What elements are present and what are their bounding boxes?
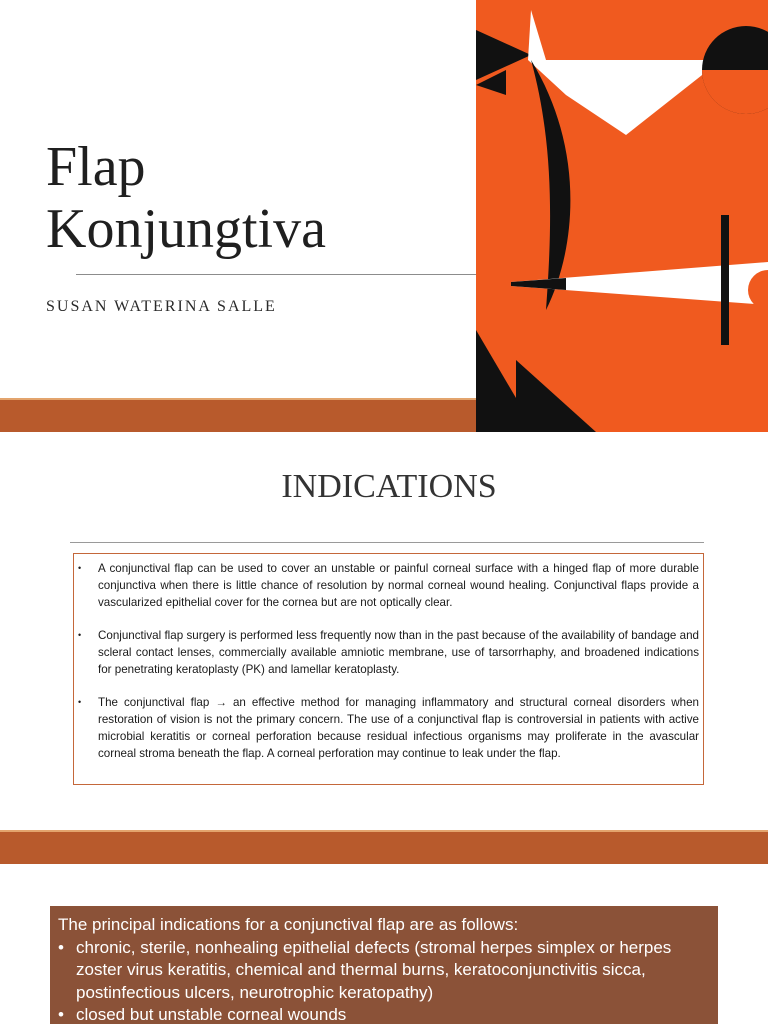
abstract-art-image [476, 0, 768, 432]
indications-panel [50, 906, 718, 1024]
title-slide [0, 0, 768, 432]
panel-bullet-item [58, 937, 708, 1005]
bullet-text: A conjunctival flap can be used to cover an unstable or painful corneal surface with a hinged flap of more durable conjunctiva when there is little chance of resolution by normal corneal wound healing. Conjunctival flaps provide a vascularized epithelial cover for the cornea but are not optically clear. [98, 562, 699, 609]
bullet-glyph: • [58, 1005, 64, 1024]
bullet-glyph: • [78, 697, 82, 707]
bullet-text: The conjunctival flap → an effective method for managing inflammatory and structural corneal disorders when restoration of vision is not the primary concern. The use of a conjunctival flap is controversial in patients with active microbial keratitis or corneal perforation because residual infectious organisms may proliferate in the avascular corneal stroma beneath the flap. A corneal perforation may continue to leak under the flap. [98, 696, 699, 760]
accent-band [0, 400, 476, 432]
panel-intro: The principal indications for a conjunctival flap are as follows: [58, 915, 519, 934]
slide-title [46, 136, 326, 260]
title-line-2: Konjungtiva [46, 198, 326, 260]
bullet-glyph: • [78, 563, 82, 573]
accent-band [0, 832, 768, 864]
bullet-glyph: • [78, 630, 82, 640]
bullet-glyph: • [58, 937, 64, 957]
bullet-item [78, 627, 699, 678]
heading-divider [70, 542, 704, 543]
bullet-text: Conjunctival flap surgery is performed less frequently now than in the past because of the availability of bandage and scleral contact lenses, commercially available amniotic membrane, use of tarsorrhaphy, and broadened indications for penetrating keratoplasty (PK) and lamellar keratoplasty. [98, 629, 699, 676]
panel-bullet-text: closed but unstable corneal wounds [76, 1005, 347, 1024]
indications-text-box [73, 553, 704, 785]
principal-indications-slide [0, 864, 768, 1024]
author-subtitle: SUSAN WATERINA SALLE [46, 298, 277, 315]
bullet-item [78, 694, 699, 762]
panel-bullet-text: chronic, sterile, nonhealing epithelial defects (stromal herpes simplex or herpes zoster virus keratitis, chemical and thermal burns, keratoconjunctivitis sicca, postinfectious ulcers, neurotrophic keratopathy) [76, 937, 672, 1002]
bullet-item [78, 560, 699, 611]
title-divider [76, 274, 476, 275]
indications-slide [0, 432, 768, 864]
section-heading: INDICATIONS [281, 468, 497, 505]
panel-bullet-item [58, 1004, 708, 1024]
title-line-1: Flap [46, 136, 146, 198]
